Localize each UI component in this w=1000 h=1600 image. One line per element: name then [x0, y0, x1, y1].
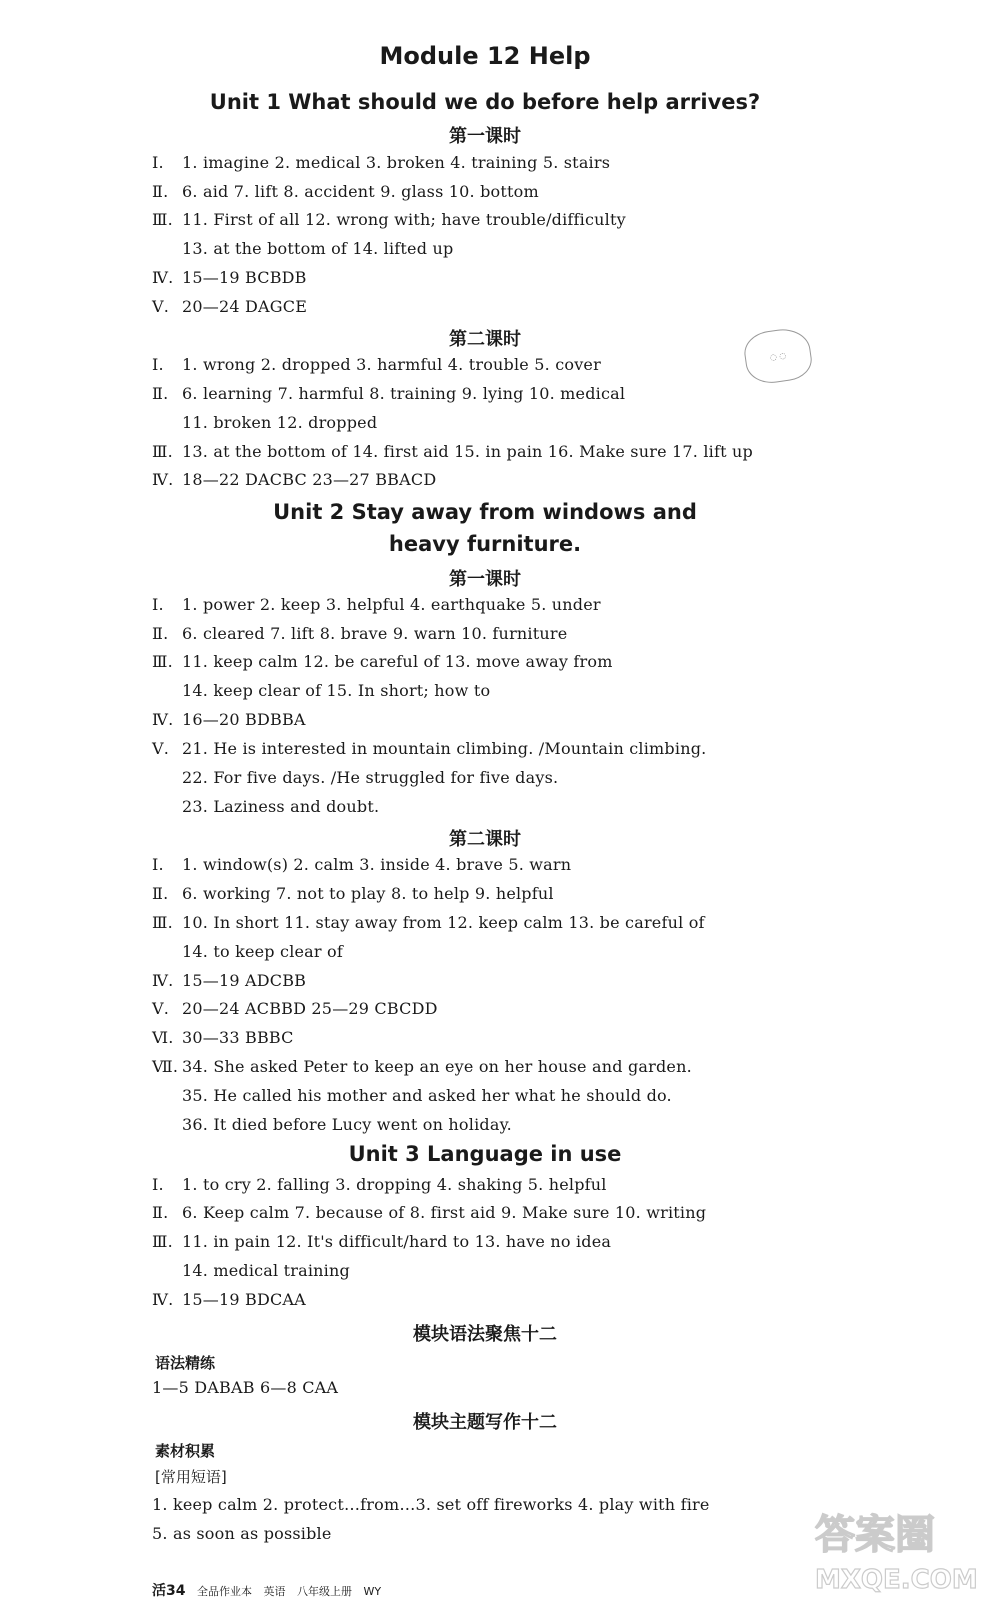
writing-focus-heading: 模块主题写作十二 [413, 1412, 557, 1433]
unit1-title: Unit 1 What should we do before help arrives? [209, 90, 761, 114]
answer-line: Ⅳ. 18—22 DACBC 23—27 BBACD [152, 470, 437, 489]
answer-line: Ⅳ. 15—19 ADCBB [152, 971, 307, 990]
answer-line: Ⅴ. 21. He is interested in mountain climbing. /Mountain climbing. [152, 739, 707, 758]
answer-line: Ⅰ. 1. to cry 2. falling 3. dropping 4. shaking 5. helpful [152, 1175, 607, 1194]
answer-line: Ⅱ. 6. Keep calm 7. because of 8. first aid 9. Make sure 10. writing [152, 1203, 707, 1222]
answer-line: Ⅳ. 15—19 BCBDB [152, 268, 307, 287]
answer-line: Ⅰ. 1. wrong 2. dropped 3. harmful 4. trouble 5. cover [152, 355, 601, 374]
watermark-url-text: MXQE.COM [815, 1565, 978, 1595]
answer-line: Ⅲ. 11. First of all 12. wrong with; have trouble/difficulty [152, 210, 626, 229]
grammar-practice-label: 语法精练 [155, 1354, 216, 1372]
answer-line: Ⅰ. 1. power 2. keep 3. helpful 4. earthquake 5. under [152, 595, 601, 614]
answer-line: Ⅳ. 16—20 BDBBA [152, 710, 306, 729]
answer-line: Ⅴ. 20—24 ACBBD 25—29 CBCDD [152, 999, 438, 1018]
answer-line: 13. at the bottom of 14. lifted up [182, 239, 454, 258]
page-footer [152, 1580, 381, 1600]
unit2-title-line1: Unit 2 Stay away from windows and [273, 500, 697, 524]
answer-line: 11. broken 12. dropped [182, 413, 378, 432]
answer-line: 35. He called his mother and asked her what he should do. [182, 1086, 672, 1105]
answer-line: 1—5 DABAB 6—8 CAA [152, 1378, 339, 1397]
answer-line: Ⅰ. 1. window(s) 2. calm 3. inside 4. brave 5. warn [152, 855, 572, 874]
answer-line: 36. It died before Lucy went on holiday. [182, 1115, 512, 1134]
subject-name: 英语 [263, 1585, 286, 1598]
answer-line: Ⅵ. 30—33 BBBC [152, 1028, 294, 1047]
grammar-focus-heading: 模块语法聚焦十二 [413, 1324, 557, 1345]
stamp-mark: ◌ ◌ [742, 326, 815, 387]
answer-line: Ⅱ. 6. working 7. not to play 8. to help 9. helpful [152, 884, 554, 903]
edition-code: WY [363, 1585, 382, 1598]
watermark-logo-text: 答案圈 [815, 1512, 935, 1558]
answer-line: 1. keep calm 2. protect…from…3. set off fireworks 4. play with fire [152, 1495, 710, 1514]
unit3-title: Unit 3 Language in use [348, 1142, 622, 1166]
answer-line: 22. For five days. /He struggled for five days. [182, 768, 559, 787]
answer-line: Ⅰ. 1. imagine 2. medical 3. broken 4. training 5. stairs [152, 153, 611, 172]
site-watermark [810, 1500, 980, 1595]
answer-line: Ⅱ. 6. aid 7. lift 8. accident 9. glass 10. bottom [152, 182, 539, 201]
phrases-label: [常用短语] [155, 1468, 227, 1486]
module-title: Module 12 Help [379, 42, 591, 70]
answer-line: 23. Laziness and doubt. [182, 797, 380, 816]
unit2-lesson1-heading: 第一课时 [449, 569, 521, 590]
unit1-lesson1-heading: 第一课时 [449, 126, 521, 147]
material-label: 素材积累 [155, 1442, 216, 1460]
answer-line: 14. to keep clear of [182, 942, 344, 961]
answer-line: Ⅱ. 6. learning 7. harmful 8. training 9. lying 10. medical [152, 384, 626, 403]
grade-name: 八年级上册 [296, 1585, 352, 1598]
unit2-lesson2-heading: 第二课时 [449, 829, 521, 850]
answer-line: 14. keep clear of 15. In short; how to [182, 681, 491, 700]
answer-line: Ⅲ. 11. keep calm 12. be careful of 13. move away from [152, 652, 613, 671]
answer-line: Ⅴ. 20—24 DAGCE [152, 297, 308, 316]
book-name: 全品作业本 [196, 1585, 252, 1598]
answer-line: Ⅲ. 11. in pain 12. It's difficult/hard to 13. have no idea [152, 1232, 612, 1251]
answer-line: 14. medical training [182, 1261, 350, 1280]
answer-line: Ⅶ. 34. She asked Peter to keep an eye on her house and garden. [152, 1057, 692, 1076]
unit2-title-line2: heavy furniture. [388, 532, 582, 556]
answer-line: Ⅲ. 13. at the bottom of 14. first aid 15. in pain 16. Make sure 17. lift up [152, 442, 753, 461]
answer-line: 5. as soon as possible [152, 1524, 332, 1543]
answer-line: Ⅱ. 6. cleared 7. lift 8. brave 9. warn 10. furniture [152, 624, 568, 643]
page-number: 活34 [152, 1583, 186, 1599]
answer-line: Ⅲ. 10. In short 11. stay away from 12. keep calm 13. be careful of [152, 913, 705, 932]
unit1-lesson2-heading: 第二课时 [449, 329, 521, 350]
answer-line: Ⅳ. 15—19 BDCAA [152, 1290, 306, 1309]
